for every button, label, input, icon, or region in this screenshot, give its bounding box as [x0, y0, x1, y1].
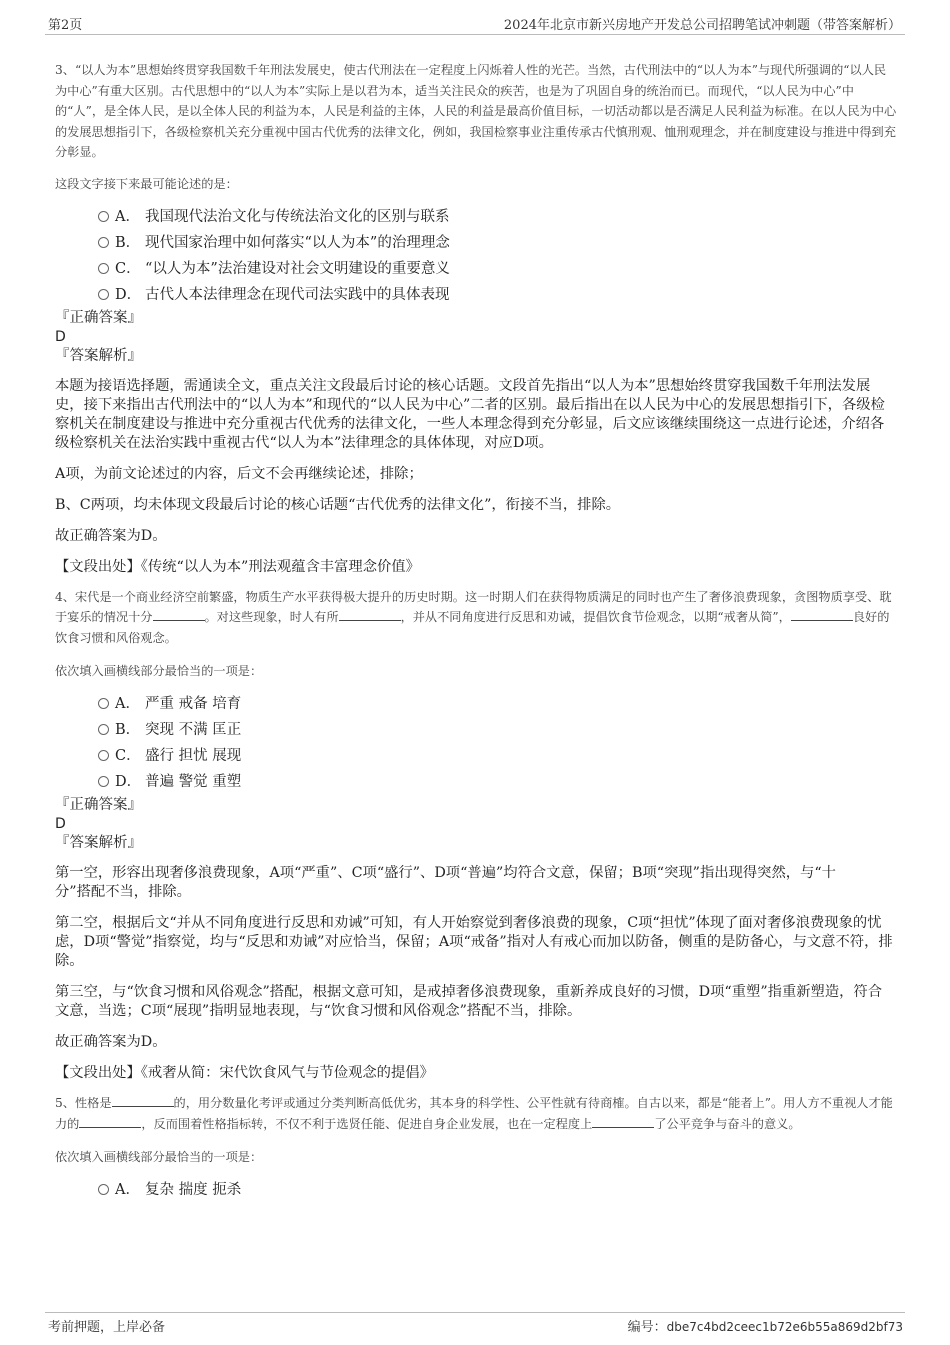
blank-line: [79, 1114, 141, 1128]
blank-line: [339, 607, 401, 621]
source-citation: 【文段出处】《戒奢从简：宋代饮食风气与节俭观念的提倡》: [55, 1065, 434, 1081]
question-4-text: 4、宋代是一个商业经济空前繁盛，物质生产水平获得极大提升的历史时期。这一时期人们在获得物质满足的同时也产生了奢侈浪费现象，贪图物质享受、耽于宴乐的情况十分 。对这些现象，时人有所 ，并从不同角度进行反思和劝诫，提倡饮食节俭观念，以期“戒奢从简”， 良好的饮食习惯和风俗观念。: [55, 589, 892, 645]
footer-slogan: 考前押题，上岸必备: [48, 1320, 166, 1335]
question-3-option-d[interactable]: D． 古代人本法律理念在现代司法实践中的具体表现: [55, 281, 905, 307]
correct-answer: D: [55, 328, 66, 345]
radio-button[interactable]: [98, 724, 109, 735]
radio-button[interactable]: [98, 1184, 109, 1195]
question-4-option-d[interactable]: D． 普遍 警觉 重塑: [55, 768, 905, 794]
radio-button[interactable]: [98, 211, 109, 222]
analysis-paragraph: 本题为接语选择题，需通读全文，重点关注文段最后讨论的核心话题。文段首先指出“以人为本”思想始终贯穿我国数千年刑法发展史，接下来指出古代刑法中的“以人为本”和现代的“以人民为中心”二者的区别。最后指出在以人民为中心的发展思想指引下，各级检察机关在制度建设与推进中充分重视古代优秀的法律文化，一些人本理念得到充分彰显，后文应该继续围绕这一点进行论述，介绍各级检察机关在法治实践中重视古代“以人为本”法律理念的具体体现，对应D项。: [55, 377, 885, 451]
correct-answer: D: [55, 816, 66, 832]
question-4-option-a[interactable]: A． 严重 戒备 培育: [55, 690, 905, 716]
analysis-label: 『答案解析』: [55, 835, 142, 851]
question-3-options: [55, 203, 905, 307]
document-id-value: dbe7c4bd2ceec1b72e6b55a869d2bf73: [666, 1320, 903, 1334]
question-3-option-b[interactable]: B． 现代国家治理中如何落实“以人为本”的治理理念: [55, 229, 905, 255]
document-id: [628, 1316, 903, 1335]
question-5-prompt: 依次填入画横线部分最恰当的一项是：: [55, 1150, 263, 1164]
question-4-prompt: 依次填入画横线部分最恰当的一项是：: [55, 664, 263, 678]
radio-button[interactable]: [98, 750, 109, 761]
page-header: [45, 14, 905, 35]
analysis-paragraph: 第三空，与“饮食习惯和风俗观念”搭配，根据文意可知，是戒掉奢侈浪费现象，重新养成良好的习惯，D项“重塑”指重新塑造，符合文意，当选；C项“展现”指明显地表现，与“饮食习惯和风俗观念”搭配不当，排除。: [55, 984, 883, 1019]
radio-button[interactable]: [98, 698, 109, 709]
blank-line: [791, 607, 853, 621]
question-5-option-a[interactable]: A． 复杂 揣度 扼杀: [55, 1176, 905, 1202]
answer-label: 『正确答案』: [55, 797, 142, 813]
analysis-label: 『答案解析』: [55, 347, 142, 364]
page-footer: [45, 1312, 905, 1335]
question-5-text: 5、性格是 的，用分数量化考评或通过分类判断高低优劣，其本身的科学性、公平性就有待商榷。自古以来，都是“能者上”。用人方不重视人才能力的 ，反而围着性格指标转，不仅不利于选贤任能、促进自身企业发展，也在一定程度上 了公平竞争与奋斗的意义。: [55, 1093, 897, 1134]
question-3-text: 3、“以人为本”思想始终贯穿我国数千年刑法发展史，使古代刑法在一定程度上闪烁着人性的光芒。当然，古代刑法中的“以人为本”与现代所强调的“以人民为中心”有重大区别。古代思想中的“以人为本”实际上是以君为本，适当关注民众的疾苦，也是为了巩固自身的统治而已。而现代，“以人民为中心”中的“人”，是全体人民，是以全体人民的利益为本，人民是利益的主体，人民的利益是最高价值目标，一切活动都以是否满足人民利益为标准。在以人民为中心的发展思想指引下，各级检察机关充分重视中国古代优秀的法律文化，例如，我国检察事业注重传承古代慎刑观、恤刑观理念，并在制度建设与推进中得到充分彰显。: [55, 63, 897, 159]
question-3-option-c[interactable]: C． “以人为本”法治建设对社会文明建设的重要意义: [55, 255, 905, 281]
analysis-paragraph: B、C两项，均未体现文段最后讨论的核心话题“古代优秀的法律文化”，衔接不当，排除。: [55, 496, 621, 513]
blank-line: [153, 607, 205, 621]
radio-button[interactable]: [98, 776, 109, 787]
question-4-options: [55, 690, 905, 794]
page-number: 第2页: [48, 18, 83, 33]
radio-button[interactable]: [98, 289, 109, 300]
question-5-options: [55, 1176, 905, 1202]
blank-line: [112, 1093, 174, 1107]
analysis-paragraph: 第二空，根据后文“并从不同角度进行反思和劝诫”可知，有人开始察觉到奢侈浪费的现象，C项“担忧”体现了面对奢侈浪费现象的忧虑，D项“警觉”指察觉，均与“反思和劝诫”对应恰当，保留；A项“戒备”指对人有戒心而加以防备，侧重的是防备心，与文意不符，排除。: [55, 915, 893, 969]
question-3-option-a[interactable]: A． 我国现代法治文化与传统法治文化的区别与联系: [55, 203, 905, 229]
question-3-prompt: 这段文字接下来最可能论述的是：: [55, 176, 238, 191]
blank-line: [592, 1114, 654, 1128]
answer-label: 『正确答案』: [55, 309, 142, 326]
analysis-paragraph: 第一空，形容出现奢侈浪费现象，A项“严重”、C项“盛行”、D项“普遍”均符合文意，保留；B项“突现”指出现得突然，与“十分”搭配不当，排除。: [55, 865, 836, 900]
document-title: 2024年北京市新兴房地产开发总公司招聘笔试冲刺题（带答案解析）: [503, 18, 901, 33]
question-4-option-c[interactable]: C． 盛行 担忧 展现: [55, 742, 905, 768]
source-citation: 【文段出处】《传统“以人为本”刑法观蕴含丰富理念价值》: [55, 558, 420, 575]
analysis-paragraph: 故正确答案为D。: [55, 527, 167, 544]
analysis-paragraph: 故正确答案为D。: [55, 1034, 167, 1050]
radio-button[interactable]: [98, 263, 109, 274]
document-id-label: 编号：: [627, 1320, 667, 1335]
analysis-paragraph: A项，为前文论述过的内容，后文不会再继续论述，排除；: [55, 465, 423, 482]
radio-button[interactable]: [98, 237, 109, 248]
question-4-option-b[interactable]: B． 突现 不满 匡正: [55, 716, 905, 742]
main-content: [55, 60, 905, 1202]
